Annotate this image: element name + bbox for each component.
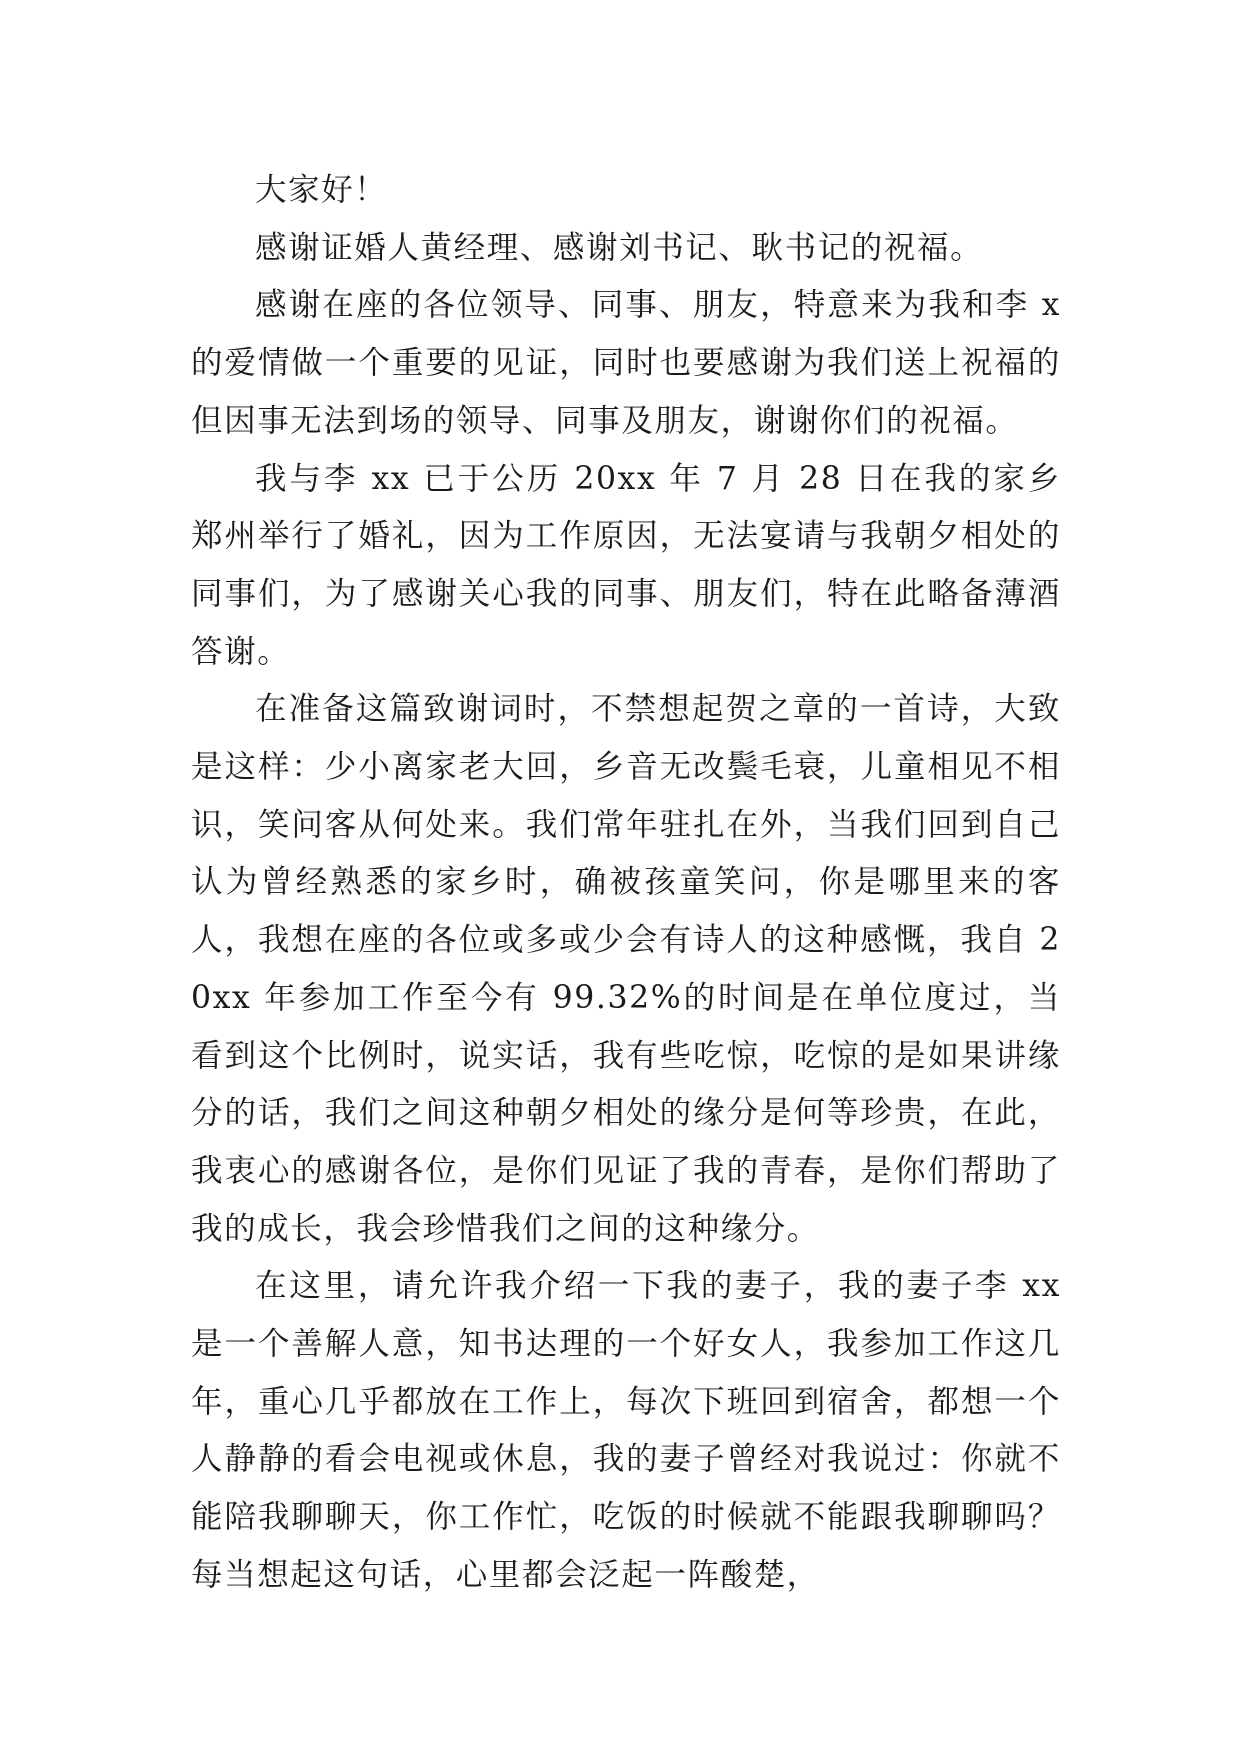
speech-body	[191, 162, 1061, 1605]
paragraph-greeting: 大家好！	[255, 172, 388, 208]
paragraph-thanks-guests: 感谢在座的各位领导、同事、朋友，特意来为我和李 x 的爱情做一个重要的见证，同时也要感谢为我们送上祝福的但因事无法到场的领导、同事及朋友，谢谢你们的祝福。	[191, 287, 1061, 439]
paragraph-wedding-info: 我与李 xx 已于公历 20xx 年 7 月 28 日在我的家乡郑州举行了婚礼，因为工作原因，无法宴请与我朝夕相处的同事们，为了感谢关心我的同事、朋友们，特在此略备薄酒答谢。	[191, 460, 1061, 670]
paragraph-wife-intro: 在这里，请允许我介绍一下我的妻子，我的妻子李 xx 是一个善解人意，知书达理的一个好女人，我参加工作这几年，重心几乎都放在工作上，每次下班回到宿舍，都想一个人静静的看会电视或休息，我的妻子曾经对我说过：你就不能陪我聊聊天，你工作忙，吃饭的时候就不能跟我聊聊吗？每当想起这句话，心里都会泛起一阵酸楚，	[191, 1268, 1061, 1593]
paragraph-poem-reflection: 在准备这篇致谢词时，不禁想起贺之章的一首诗，大致是这样：少小离家老大回，乡音无改鬓毛衰，儿童相见不相识，笑问客从何处来。我们常年驻扎在外，当我们回到自己认为曾经熟悉的家乡时，确被孩童笑问，你是哪里来的客人，我想在座的各位或多或少会有诗人的这种感慨，我自 20xx 年参加工作至今有 99.32%的时间是在单位度过，当看到这个比例时，说实话，我有些吃惊，吃惊的是如果讲缘分的话，我们之间这种朝夕相处的缘分是何等珍贵，在此，我衷心的感谢各位，是你们见证了我的青春，是你们帮助了我的成长，我会珍惜我们之间的这种缘分。	[191, 691, 1061, 1247]
paragraph-thanks-witness: 感谢证婚人黄经理、感谢刘书记、耿书记的祝福。	[255, 229, 984, 266]
